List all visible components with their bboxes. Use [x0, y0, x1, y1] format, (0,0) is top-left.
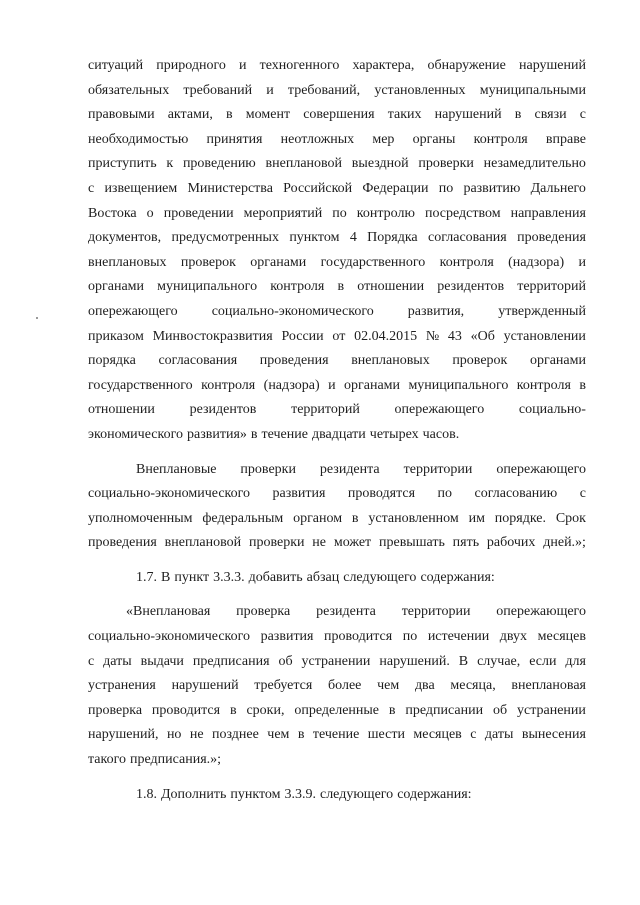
text-word: органами	[88, 279, 145, 295]
text-word: в	[351, 510, 359, 526]
text-word: Востока	[88, 205, 137, 221]
text-word: проводятся	[347, 486, 416, 502]
text-line	[88, 699, 586, 724]
text-word: органами	[344, 377, 401, 393]
text-word: с	[470, 727, 477, 743]
text-word: следующего	[343, 569, 417, 585]
text-word: пунктом	[230, 786, 281, 802]
text-word: не	[189, 727, 204, 743]
text-word: проверок	[452, 353, 508, 369]
text-line	[88, 103, 586, 128]
text-word: контролю	[356, 205, 415, 221]
text-word: два	[414, 678, 435, 694]
text-word: случае,	[477, 653, 521, 669]
text-word: внеплановой	[265, 156, 343, 172]
text-word: согласованию	[474, 486, 558, 502]
text-word: предусмотренных	[171, 230, 279, 246]
text-word: опережающего	[496, 461, 586, 477]
text-line	[88, 275, 586, 300]
text-word: приказом	[88, 328, 144, 344]
text-word: опережающего	[496, 604, 586, 620]
text-word: таких	[387, 107, 422, 123]
text-word: отношении	[88, 402, 155, 418]
text-word: установленном	[368, 510, 459, 526]
text-word: мероприятий	[243, 205, 323, 221]
text-word: требуется	[254, 678, 313, 694]
text-word: предписании	[405, 702, 484, 718]
text-word: четырех	[369, 426, 419, 442]
text-word: с	[579, 486, 586, 502]
text-word: Дополнить	[161, 786, 227, 802]
text-line	[88, 458, 586, 483]
text-word: превышать	[378, 535, 445, 551]
text-word: к	[166, 156, 174, 172]
text-word: территорий	[517, 279, 586, 295]
text-word: опережающего	[394, 402, 485, 418]
text-word: 1.8.	[136, 786, 157, 802]
text-word: развития	[272, 486, 326, 502]
text-word: Российской	[283, 180, 353, 196]
text-word: утвержденный	[498, 303, 586, 319]
text-word: предписания	[192, 653, 270, 669]
text-word: Внеплановые	[136, 461, 217, 477]
text-word: резидентов	[437, 279, 505, 295]
text-word: внеплановых	[351, 353, 430, 369]
text-word: Дальнего	[530, 180, 586, 196]
text-word: 02.04.2015	[354, 328, 418, 344]
text-word: 1.7.	[136, 569, 157, 585]
text-word: принятия	[206, 131, 263, 147]
text-word: Порядка	[367, 230, 418, 246]
text-word: неотложных	[280, 131, 355, 147]
text-word: федеральным	[202, 510, 284, 526]
text-word: проверок	[180, 254, 236, 270]
text-line	[88, 54, 586, 79]
text-word: выдачи	[140, 653, 184, 669]
text-word: внеплановая	[511, 678, 586, 694]
text-word: в	[229, 702, 237, 718]
text-word: часов.	[422, 426, 460, 442]
text-word: предписания.»;	[130, 752, 222, 768]
text-word: может	[333, 535, 372, 551]
text-word: резидента	[316, 604, 376, 620]
text-word: от	[332, 328, 346, 344]
text-line	[88, 300, 586, 325]
text-line	[88, 723, 586, 748]
text-word: шести	[367, 727, 405, 743]
text-word: техногенного	[259, 58, 340, 73]
paragraph-gap	[88, 556, 586, 566]
text-word: чем	[377, 678, 400, 694]
text-word: контроля	[439, 254, 494, 270]
text-line	[88, 650, 586, 675]
text-word: об	[493, 702, 508, 718]
text-word: обнаружение	[427, 58, 506, 73]
text-word: по	[438, 180, 454, 196]
text-word: правовыми	[88, 107, 155, 123]
text-word: извещением	[104, 180, 178, 196]
text-word: государственного	[320, 254, 426, 270]
text-word: устранении	[301, 653, 371, 669]
text-word: в	[250, 426, 258, 442]
text-word: экономического	[88, 426, 183, 442]
text-word: социально-экономического	[88, 629, 251, 645]
text-word: ситуаций	[88, 58, 144, 73]
text-word: проведению	[182, 156, 256, 172]
text-line	[88, 152, 586, 177]
text-word: резидентов	[189, 402, 257, 418]
text-line	[88, 128, 586, 153]
text-word: определенные	[294, 702, 380, 718]
text-word: 3.3.3.	[213, 569, 245, 585]
text-word: пунктом	[289, 230, 340, 246]
text-word: сроки,	[246, 702, 285, 718]
text-word: содержания:	[420, 569, 495, 585]
text-word: социально-экономического	[88, 486, 251, 502]
text-word: в	[579, 377, 586, 393]
text-line	[88, 349, 586, 374]
text-line	[88, 507, 586, 532]
text-word: для	[565, 653, 586, 669]
text-word: даты	[484, 727, 514, 743]
text-word: нарушений	[434, 107, 502, 123]
text-word: проведении	[163, 205, 234, 221]
text-word: развития	[260, 629, 314, 645]
text-word: течение	[261, 426, 308, 442]
text-word: по	[402, 629, 418, 645]
text-word: внеплановых	[88, 254, 167, 270]
text-word: нарушений	[171, 678, 239, 694]
text-word: с	[88, 653, 95, 669]
text-word: двух	[499, 629, 528, 645]
text-word: истечении	[427, 629, 490, 645]
text-line	[88, 177, 586, 202]
text-word: территории	[401, 604, 471, 620]
text-word: «Внеплановая	[126, 604, 211, 620]
text-word: даты	[103, 653, 132, 669]
text-word: России	[281, 328, 324, 344]
text-word: нарушений,	[88, 727, 159, 743]
text-word: в	[337, 279, 345, 295]
text-word: не	[312, 535, 327, 551]
text-word: природного	[156, 58, 226, 73]
text-word: проверки	[240, 461, 296, 477]
text-word: Срок	[555, 510, 586, 526]
text-word: следующего	[319, 786, 394, 802]
text-line	[88, 251, 586, 276]
text-word: в	[226, 107, 233, 123]
text-word: уполномоченным	[88, 510, 193, 526]
text-word: Федерации	[362, 180, 429, 196]
margin-speck	[36, 317, 38, 319]
text-word: контроля	[270, 279, 325, 295]
text-word: рабочих	[486, 535, 536, 551]
paragraph-gap	[88, 773, 586, 783]
text-word: нарушений	[518, 58, 586, 73]
text-word: устранении	[517, 702, 586, 718]
text-word: такого	[88, 752, 126, 768]
text-word: проверки	[248, 535, 305, 551]
text-word: муниципального	[157, 279, 258, 295]
text-word: обязательных	[88, 82, 170, 98]
text-word: по	[437, 486, 453, 502]
text-word: (надзора)	[508, 254, 565, 270]
text-word: проверки	[418, 156, 474, 172]
text-word: если	[529, 653, 557, 669]
text-word: территорий	[291, 402, 360, 418]
text-word: 43	[447, 328, 462, 344]
text-word: о	[146, 205, 154, 221]
text-line	[88, 566, 586, 591]
text-word: внеплановой	[164, 535, 242, 551]
text-word: течение	[312, 727, 360, 743]
text-word: установлении	[503, 328, 586, 344]
text-word: направления	[510, 205, 586, 221]
text-line	[88, 79, 586, 104]
text-word: Минвостокразвития	[152, 328, 273, 344]
text-word: более	[328, 678, 362, 694]
text-word: резидента	[319, 461, 380, 477]
text-word: по	[332, 205, 347, 221]
text-word: с	[88, 180, 95, 196]
text-word: пять	[452, 535, 480, 551]
text-word: №	[425, 328, 440, 344]
text-word: позднее	[212, 727, 259, 743]
text-word: контроля	[473, 131, 528, 147]
text-word: (надзора)	[263, 377, 320, 393]
text-word: государственного	[88, 377, 193, 393]
text-word: согласования	[158, 353, 238, 369]
text-word: в	[297, 727, 305, 743]
text-word: социально-экономического	[211, 303, 374, 319]
text-word: проведения	[259, 353, 329, 369]
text-word: В	[161, 569, 171, 585]
text-line	[88, 423, 586, 448]
text-word: муниципальными	[479, 82, 586, 98]
text-word: в	[388, 702, 396, 718]
text-word: месяца,	[450, 678, 496, 694]
text-word: органы	[412, 131, 456, 147]
text-word: развитию	[463, 180, 521, 196]
text-word: связи	[534, 107, 567, 123]
text-word: вправе	[545, 131, 586, 147]
text-word: и	[266, 82, 274, 98]
text-word: устранения	[88, 678, 156, 694]
text-word: с	[579, 107, 586, 123]
text-line	[88, 748, 586, 773]
text-word: актами,	[167, 107, 213, 123]
text-word: органом	[293, 510, 343, 526]
text-line	[88, 600, 586, 625]
text-word: но	[166, 727, 182, 743]
text-word: им	[468, 510, 485, 526]
text-word: органами	[529, 353, 586, 369]
text-line	[88, 674, 586, 699]
text-word: опережающего	[88, 303, 178, 319]
text-word: нарушений.	[379, 653, 450, 669]
text-word: дней.»;	[543, 535, 586, 551]
text-word: об	[278, 653, 293, 669]
text-word: выездной	[351, 156, 409, 172]
text-word: установленных	[374, 82, 466, 98]
text-word: проверка	[88, 702, 143, 718]
text-word: мер	[372, 131, 395, 147]
text-word: характера,	[352, 58, 415, 73]
text-word: проведения	[517, 230, 586, 246]
text-word: согласования	[428, 230, 507, 246]
text-word: развития»	[186, 426, 247, 442]
paragraph-gap	[88, 448, 586, 458]
text-word: требований,	[287, 82, 361, 98]
text-word: 3.3.9.	[284, 786, 316, 802]
text-word: абзац	[306, 569, 340, 585]
text-word: в	[514, 107, 522, 123]
text-word: необходимостью	[88, 131, 189, 147]
text-word: и	[578, 254, 586, 270]
text-word: месяцев	[537, 629, 586, 645]
text-word: отношении	[357, 279, 425, 295]
text-line	[88, 325, 586, 350]
text-word: двадцати	[311, 426, 366, 442]
text-word: порядка	[88, 353, 136, 369]
text-word: пункт	[174, 569, 210, 585]
text-line	[88, 531, 586, 556]
text-word: проверка	[236, 604, 291, 620]
text-word: контроля	[201, 377, 256, 393]
text-line	[88, 226, 586, 251]
text-word: «Об	[470, 328, 495, 344]
text-word: и	[238, 58, 247, 73]
paragraph-gap	[88, 590, 586, 600]
text-line	[88, 202, 586, 227]
text-word: вынесения	[521, 727, 586, 743]
text-word: органами	[250, 254, 307, 270]
text-word: В	[458, 653, 469, 669]
text-word: совершения	[303, 107, 375, 123]
text-word: посредством	[424, 205, 501, 221]
text-word: незамедлительно	[483, 156, 586, 172]
text-word: проводится	[151, 702, 221, 718]
text-word: территории	[403, 461, 473, 477]
text-word: момент	[245, 107, 291, 123]
text-word: приступить	[88, 156, 157, 172]
text-line	[88, 482, 586, 507]
text-word: требований	[183, 82, 253, 98]
text-word: 4	[349, 230, 357, 246]
text-word: добавить	[248, 569, 303, 585]
text-line	[88, 398, 586, 423]
text-line	[88, 783, 586, 808]
text-word: социально-	[518, 402, 586, 418]
text-word: проводится	[324, 629, 393, 645]
text-word: чем	[267, 727, 290, 743]
text-word: документов,	[88, 230, 162, 246]
text-line	[88, 625, 586, 650]
text-word: проведения	[88, 535, 157, 551]
text-line	[88, 374, 586, 399]
text-word: порядке.	[494, 510, 546, 526]
text-word: контроля	[516, 377, 571, 393]
text-word: Министерства	[187, 180, 273, 196]
document-body	[88, 54, 586, 807]
text-word: содержания:	[397, 786, 472, 802]
text-word: муниципального	[408, 377, 509, 393]
text-word: месяцев	[413, 727, 462, 743]
text-word: развития,	[407, 303, 465, 319]
text-word: и	[328, 377, 336, 393]
